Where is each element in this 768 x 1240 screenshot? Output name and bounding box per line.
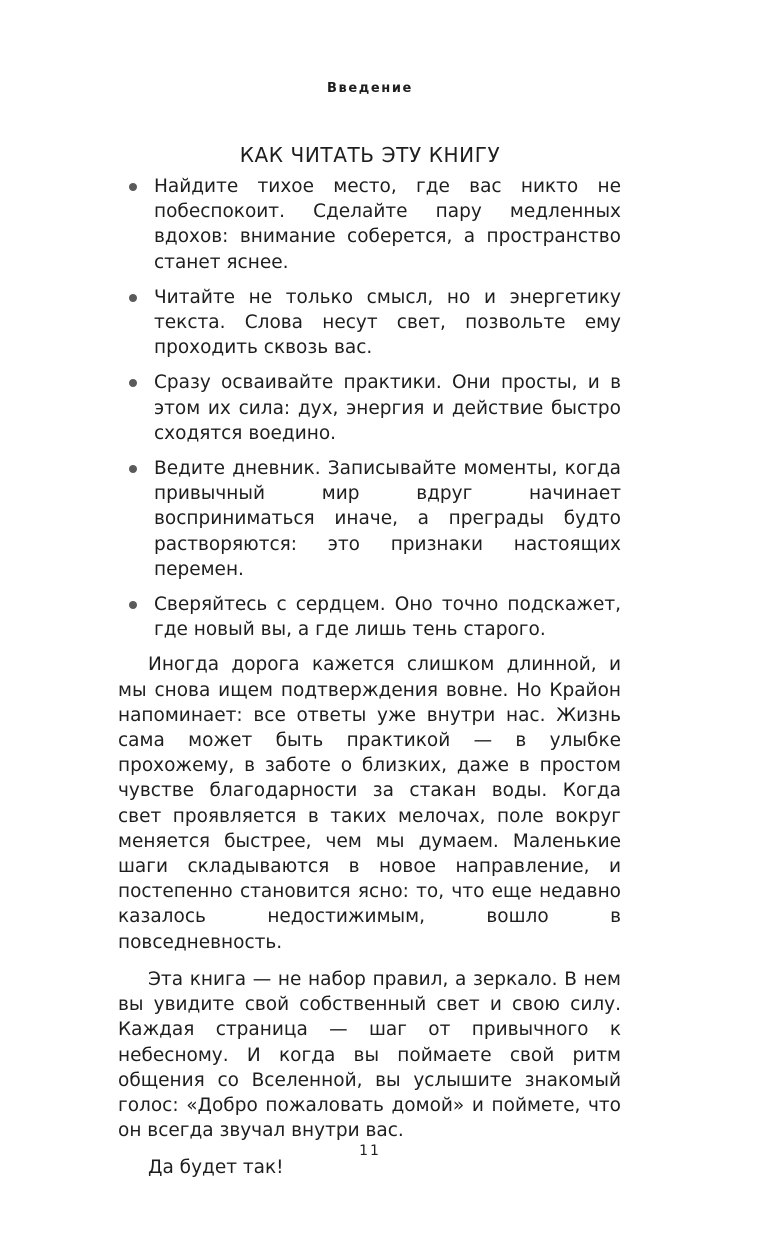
bullet-text: Сразу осваивайте практики. Они просты, и в этом их сила: дух, энергия и действие быстро сходятся воедино. [154, 372, 621, 444]
bullet-item [118, 174, 621, 275]
body-paragraph: Эта книга — не набор правил, а зеркало. В нем вы увидите свой собственный свет и свою силу. Каждая страница — шаг от привычного к небесному. И когда вы поймаете свой ритм общения со Вселенной, вы услышите знакомый голос: «Добро пожаловать домой» и поймете, что он всегда звучал внутри вас. [118, 968, 621, 1142]
bullet-icon [129, 379, 137, 387]
bullet-item [118, 456, 621, 582]
bullet-text: Читайте не только смысл, но и энергетику текста. Слова несут свет, позвольте ему проходить сквозь вас. [154, 286, 621, 359]
running-head: Введение [327, 81, 413, 96]
bullet-list [118, 174, 621, 642]
section-title: КАК ЧИТАТЬ ЭТУ КНИГУ [239, 143, 501, 167]
bullet-icon [129, 294, 137, 302]
bullet-item [118, 285, 621, 361]
body-paragraph: Иногда дорога кажется слишком длинной, и мы снова ищем подтверждения вовне. Но Крайон напоминает: все ответы уже внутри нас. Жизнь сама может быть практикой — в улыбке прохожему, в заботе о близких, даже в простом чувстве благодарности за стакан воды. Когда свет проявляется в таких мелочах, поле вокруг меняется быстрее, чем мы думаем. Маленькие шаги складываются в новое направление, и постепенно становится ясно: то, что еще недавно казалось недостижимым, вошло в повседневность. [118, 654, 621, 953]
bullet-text: Ведите дневник. Записывайте моменты, когда привычный мир вдруг начинает восприниматься иначе, а преграды будто растворяются: это признаки настоящих перемен. [154, 458, 621, 580]
bullet-text: Сверяйтесь с сердцем. Оно точно подскажет, где новый вы, а где лишь тень старого. [154, 594, 621, 641]
bullet-text: Найдите тихое место, где вас никто не побеспокоит. Сделайте пару медленных вдохов: внимание соберется, а пространство станет яснее. [154, 176, 621, 273]
bullet-icon [129, 465, 137, 473]
closing-line: Да будет так! [148, 1157, 284, 1179]
bullet-item [118, 370, 621, 446]
bullet-item [118, 592, 621, 642]
page-number: 11 [359, 1143, 381, 1159]
bullet-icon [129, 601, 137, 609]
page-body [118, 174, 621, 1193]
bullet-icon [129, 183, 137, 191]
